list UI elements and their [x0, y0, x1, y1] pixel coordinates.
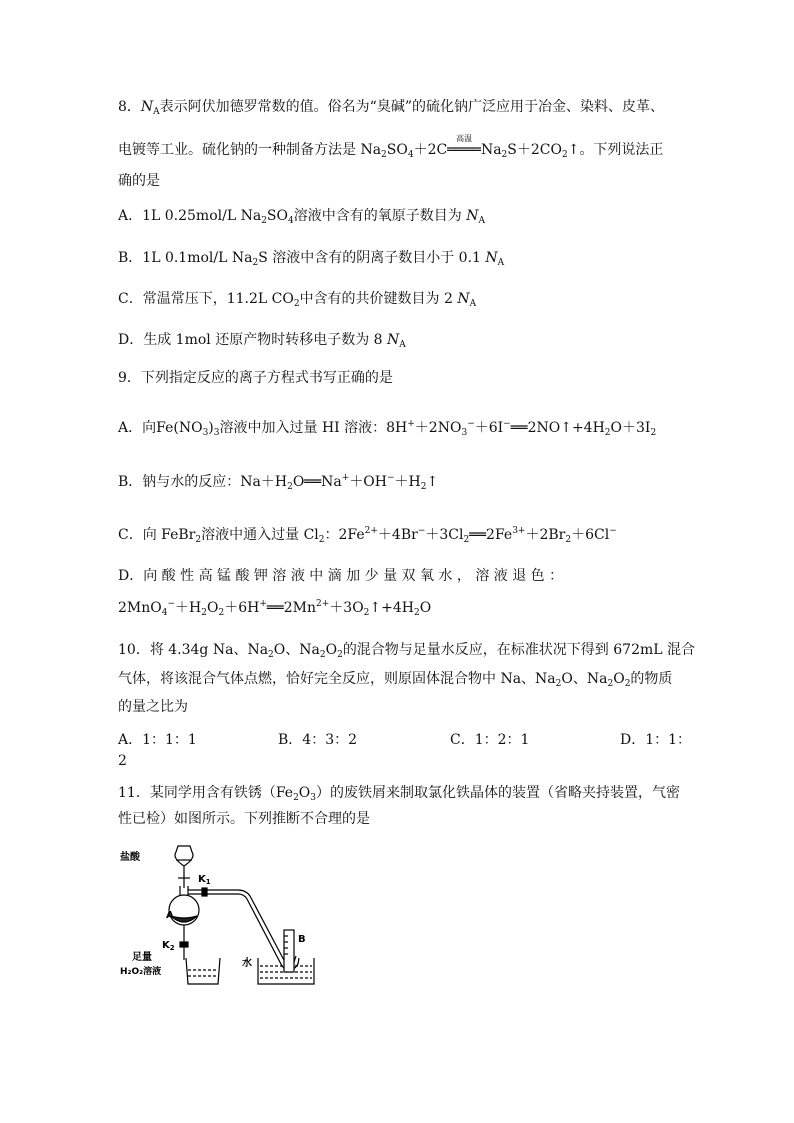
q9-stem: 9．下列指定反应的离子方程式书写正确的是 [118, 370, 393, 386]
q9-option-a: A．向$Fe(NO_3)_3$溶液中加入过量 HI 溶液：$8H^++2NO_3^-+6I^-══2NO↑+4H_2O+3I_2$ [118, 419, 657, 438]
q9-option-c: C．向 FeBr$_2$溶液中通入过量 $Cl_2$：$2Fe^{2+}+4Br^-+3Cl_2══2Fe^{3+}+2Br_2+6Cl^-$ [118, 526, 617, 545]
q10-option-c: C．1：2：1 [450, 732, 530, 748]
q10-option-a: A．1：1：1 [118, 732, 197, 748]
q9-option-b: B．钠与水的反应：$Na+H_2O══Na^++OH^-+H_2↑$ [118, 473, 439, 492]
beaker [186, 958, 220, 984]
k2-valve [180, 942, 188, 947]
k1-valve [188, 888, 238, 896]
label-k1: $K_1$ [198, 874, 211, 886]
label-a: A [166, 910, 174, 921]
label-k2: $K_2$ [162, 940, 175, 952]
apparatus-diagram [118, 838, 318, 988]
q8-line3: 确的是 [118, 173, 160, 189]
cylinder-b [284, 930, 294, 972]
label-excess: 足量 [132, 952, 152, 963]
q10-line3: 的量之比为 [118, 699, 188, 715]
q10-line1: 10．将 4.34g Na、$Na_2O$、$Na_2O_2$的混合物与足量水反应，在标准状况下得到 672mL 混合 [118, 642, 696, 660]
q11-line1: 11．某同学用含有铁锈$(Fe_2O_3)$的废铁屑来制取氯化铁晶体的装置（省略夹持装置，气密 [118, 785, 681, 803]
q8-option-c: C．常温常压下，11.2L $CO_2$中含有的共价键数目为 2 $N_A$ [118, 291, 477, 309]
q9-option-d-equation: $2MnO_4^-+H_2O_2+6H^+══2Mn^{2+}+3O_2↑+4H_2O$ [118, 599, 432, 618]
q9-option-d: D．向 酸 性 高 锰 酸 钾 溶 液 中 滴 加 少 量 双 氧 水 ， 溶 液 退 色 ： [118, 568, 564, 584]
q8-line2: 电镀等工业。硫化钠的一种制备方法是 $Na_2SO_4+2C$ 高温 $════Na_2S+2CO_2↑$。下列说法正 [118, 134, 664, 160]
q10-option-b: B．4：3：2 [278, 732, 358, 748]
separatory-funnel [175, 846, 193, 888]
label-hcl: 盐酸 [120, 852, 140, 863]
label-water: 水 [242, 958, 252, 969]
q8-number: 8． [118, 99, 141, 115]
q11-line2: 性已检）如图所示。下列推断不合理的是 [118, 811, 370, 827]
q8-option-b: B．1L 0.1mol/L $Na_2S$ 溶液中含有的阴离子数目小于 0.1 $N_A$ [118, 250, 505, 268]
q10-line2: 气体，将该混合气体点燃，恰好完全反应，则原固体混合物中 Na、$Na_2O$、$Na_2O_2$的物质 [118, 671, 673, 689]
q8-line1: 8．$N_A$表示阿伏加德罗常数的值。俗名为“臭碱”的硫化钠广泛应用于冶金、染料、皮革、 [118, 99, 664, 117]
q10-option-d-cont: 2 [118, 753, 127, 769]
q10-option-d: D．1：1： [620, 732, 692, 748]
label-h2o2-solution: H₂O₂溶液 [120, 967, 162, 977]
label-b: B [298, 934, 306, 945]
q8-option-a: A．1L 0.25mol/L $Na_2SO_4$溶液中含有的氧原子数目为 $N_A$ [118, 208, 485, 226]
q8-option-d: D．生成 1mol 还原产物时转移电子数为 8 $N_A$ [118, 332, 406, 350]
reaction-condition: 高温 ════ [447, 134, 481, 158]
